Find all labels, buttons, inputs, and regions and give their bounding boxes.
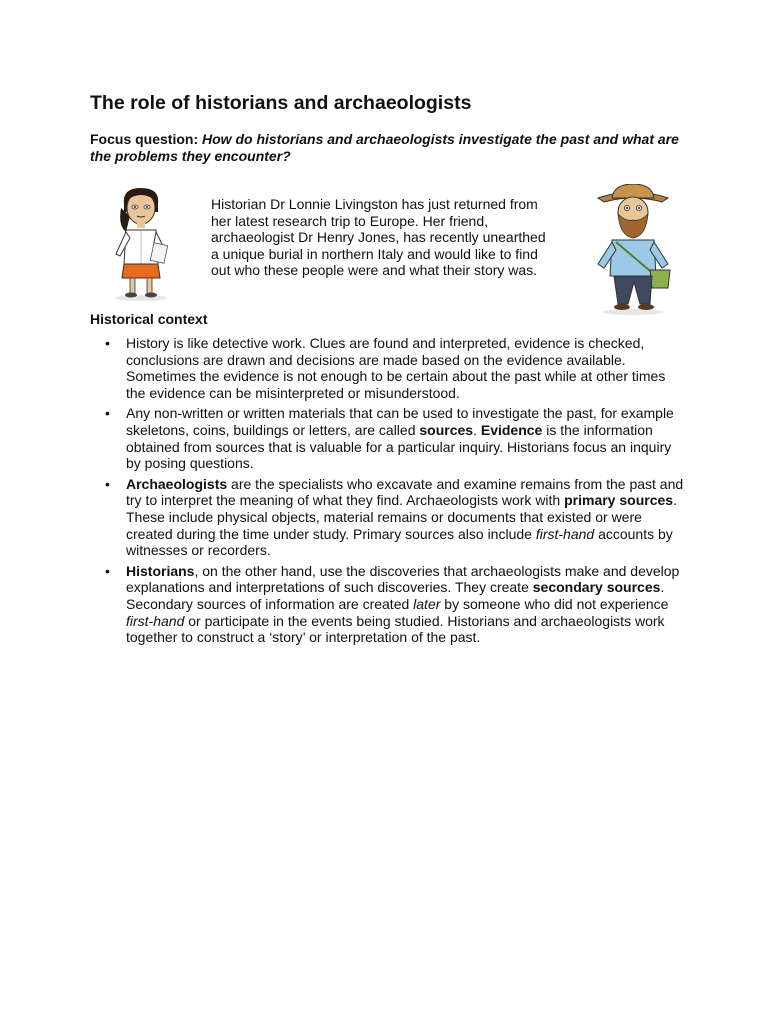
historian-illustration (108, 186, 174, 302)
bullet-line (126, 526, 690, 543)
text-run: or participate in the events being studied. Historians and archaeologists work (184, 612, 665, 629)
list-item (90, 563, 690, 646)
bullet-line: History is like detective work. Clues are found and interpreted, evidence is checked, (126, 335, 645, 351)
list-item (90, 476, 690, 559)
text-run: try to interpret the meaning of what they find. Archaeologists work with (126, 492, 565, 509)
intro-line: a unique burial in northern Italy and would like to find (211, 245, 538, 262)
term-sources: sources (419, 421, 474, 438)
term-primary-sources: primary sources (564, 492, 674, 509)
bullet-line: Sometimes the evidence is not enough to be certain about the past while at other times (126, 368, 666, 385)
shadow (115, 295, 167, 301)
historian-skirt (122, 264, 160, 278)
term-first-hand: first-hand (126, 612, 185, 629)
focus-label: Focus question: (90, 131, 199, 147)
term-secondary-sources: secondary sources (532, 579, 661, 596)
bullet-line (126, 476, 690, 493)
archaeologist-trousers (614, 276, 652, 304)
archaeologist-pupil-right (638, 207, 640, 209)
list-item (90, 405, 690, 471)
historian-neck (137, 223, 145, 228)
text-run: are the specialists who excavate and examine remains from the past and (227, 475, 684, 492)
term-historians: Historians (126, 562, 195, 579)
focus-question-line2: the problems they encounter? (90, 148, 291, 164)
bullet-line: obtained from sources that is valuable for a particular inquiry. Historians focus an inquiry (126, 438, 672, 455)
shadow (603, 309, 663, 315)
bullet-line: the evidence can be misinterpreted or misunderstood. (126, 384, 460, 401)
bullet-line: These include physical objects, material remains or documents that existed or were (126, 508, 642, 525)
text-run: . (660, 579, 665, 596)
text-run: . (673, 492, 677, 509)
text-run: skeletons, coins, buildings or letters, are called (126, 421, 420, 438)
bullet-line: Any non-written or written materials that can be used to investigate the past, for example (126, 405, 674, 422)
text-run: created during the time under study. Primary sources also include (126, 525, 536, 542)
page-title: The role of historians and archaeologists (90, 92, 472, 114)
archaeologist-pupil-left (626, 207, 628, 209)
historian-shoe-right (145, 293, 157, 298)
bullet-line (126, 579, 690, 596)
focus-question (90, 131, 690, 165)
archaeologist-boot-right (638, 304, 654, 310)
bullet-line (126, 492, 690, 509)
historian-shoe-left (125, 293, 137, 298)
bullet-dot: • (105, 405, 110, 422)
text-run: is the information (542, 421, 653, 438)
intro-paragraph (211, 196, 551, 279)
bullet-dot: • (105, 335, 110, 351)
text-run: accounts by (594, 525, 673, 542)
bullet-line: witnesses or recorders. (126, 542, 271, 559)
intro-line: out who these people were and what their story was. (211, 262, 538, 279)
text-run: explanations and interpretations of such discoveries. They create (126, 579, 533, 596)
bullet-line (126, 422, 690, 439)
term-archaeologists: Archaeologists (126, 475, 228, 492)
historian-leg-left (130, 278, 135, 294)
list-item (90, 335, 690, 401)
bullet-list (90, 335, 690, 650)
bullet-dot: • (105, 562, 110, 579)
bullet-line (126, 563, 690, 580)
bullet-line (126, 613, 690, 630)
bullet-line: by posing questions. (126, 455, 254, 472)
text-run: . (473, 421, 481, 438)
text-run: by someone who did not experience (440, 595, 669, 612)
archaeologist-boot-left (614, 304, 630, 310)
historian-leg-right (147, 278, 152, 294)
archaeologist-bag (650, 270, 670, 288)
intro-line: her latest research trip to Europe. Her friend, (211, 212, 489, 229)
archaeologist-hat (612, 184, 654, 198)
term-later: later (413, 595, 441, 612)
section-heading: Historical context (90, 311, 208, 327)
term-evidence: Evidence (480, 421, 543, 438)
historian-pupil-right (146, 206, 148, 208)
historian-pupil-left (134, 206, 136, 208)
intro-line: Historian Dr Lonnie Livingston has just returned from (211, 196, 538, 212)
intro-line: archaeologist Dr Henry Jones, has recently unearthed (211, 229, 546, 246)
bullet-dot: • (105, 475, 110, 492)
archaeologist-illustration (590, 184, 676, 316)
bullet-line (126, 596, 690, 613)
term-first-hand: first-hand (535, 525, 595, 542)
bullet-line: conclusions are drawn and decisions are made based on the evidence available. (126, 351, 626, 368)
text-run: Secondary sources of information are created (126, 595, 414, 612)
focus-question-line1: How do historians and archaeologists investigate the past and what are (202, 131, 679, 147)
text-run: , on the other hand, use the discoveries that archaeologists make and develop (194, 562, 680, 579)
bullet-line: together to construct a ‘story’ or interpretation of the past. (126, 629, 481, 646)
